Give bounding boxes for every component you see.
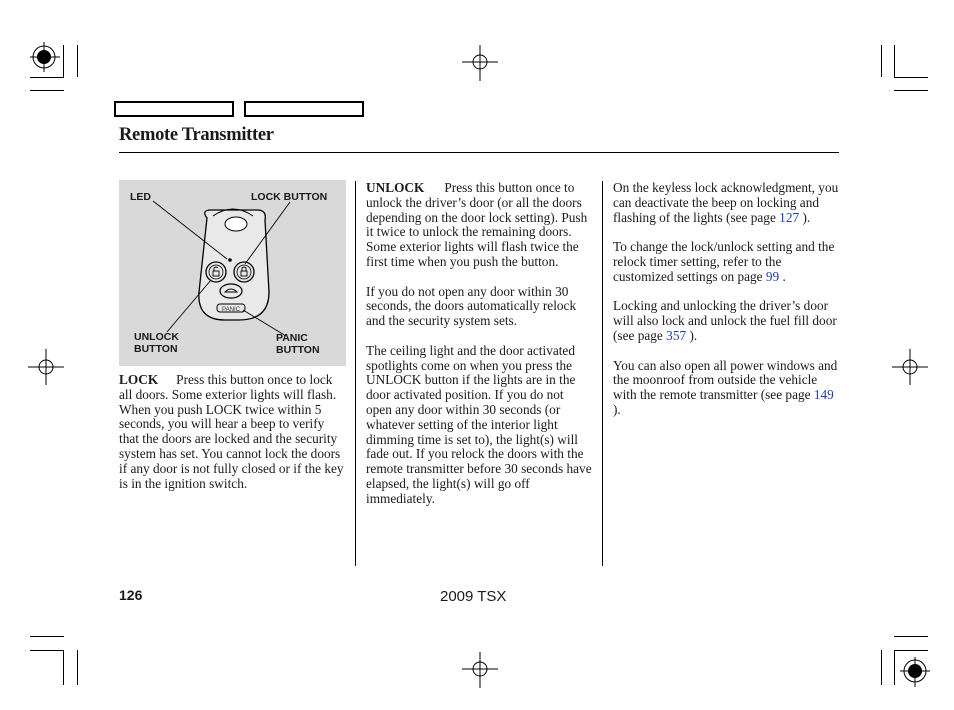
registration-target-icon: [30, 42, 60, 72]
title-rule: [119, 152, 839, 153]
crosshair-icon: [892, 349, 928, 385]
crosshair-icon: [28, 349, 64, 385]
windows-paragraph: You can also open all power windows and the moonroof from outside the vehicle with the remote transmitter (see page 149 ).: [613, 357, 838, 417]
column-divider: [602, 181, 603, 566]
page-link-99[interactable]: 99: [765, 268, 780, 284]
column-divider: [355, 181, 356, 566]
page-link-149[interactable]: 149: [813, 387, 834, 403]
crosshair-icon: [462, 45, 498, 81]
unlock-lead: UNLOCK: [366, 180, 425, 195]
crosshair-icon: [462, 652, 498, 688]
column-2: [366, 181, 592, 521]
lock-paragraph: LOCK Press this button once to lock all doors. Some exterior lights will flash. When you push LOCK twice within 5 seconds, you will hear a beep to verify that the doors are locked and the security system has set. You cannot lock the doors if any door is not fully closed or if the key is in the ignition switch.: [119, 372, 344, 491]
fuel-door-paragraph: Locking and unlocking the driver’s door will also lock and unlock the fuel fill door (see page 357 ).: [613, 298, 837, 343]
page-number: 126: [119, 587, 143, 603]
column-3: [613, 181, 839, 433]
customize-paragraph: To change the lock/unlock setting and the relock timer setting, refer to the customized settings on page 99 .: [613, 239, 835, 284]
model-name: 2009 TSX: [440, 588, 507, 605]
ceiling-light-paragraph: The ceiling light and the door activated spotlights come on when you press the UNLOCK button if the lights are in the door activated position. If you do not open any door within 30 seconds (or whatever setting of the interior light dimming time is set to), the light(s) will fade out. If you relock the doors with the remote transmitter before 30 seconds have elapsed, the light(s) will go off immediately.: [366, 342, 592, 506]
unlock-button-label: UNLOCK BUTTON: [134, 331, 179, 355]
registration-target-icon: [900, 657, 930, 687]
lock-button-label: LOCK BUTTON: [251, 191, 328, 203]
page-link-357[interactable]: 357: [666, 327, 687, 343]
relock-paragraph: If you do not open any door within 30 seconds, the doors automatically relock and the security system sets.: [366, 283, 577, 329]
page-link-127[interactable]: 127: [779, 209, 800, 225]
panic-button-label: PANIC BUTTON: [276, 332, 320, 356]
page-title: Remote Transmitter: [119, 125, 274, 145]
unlock-paragraph: UNLOCK Press this button once to unlock the driver’s door (or all the doors depending on the door lock setting). Push it twice to unlock the remaining doors. Some exterior lights will flash twice the first time when you push the button.: [366, 180, 588, 269]
acknowledgment-paragraph: On the keyless lock acknowledgment, you can deactivate the beep on locking and flashing of the lights (see page 127 ).: [613, 180, 839, 225]
led-label: LED: [130, 191, 151, 203]
remote-transmitter-figure: [119, 180, 346, 366]
lock-lead: LOCK: [119, 372, 159, 387]
panic-key-text: PANIC: [222, 307, 240, 313]
header-tab-left: [114, 101, 234, 117]
header-tab-right: [244, 101, 364, 117]
column-1: [119, 373, 344, 506]
